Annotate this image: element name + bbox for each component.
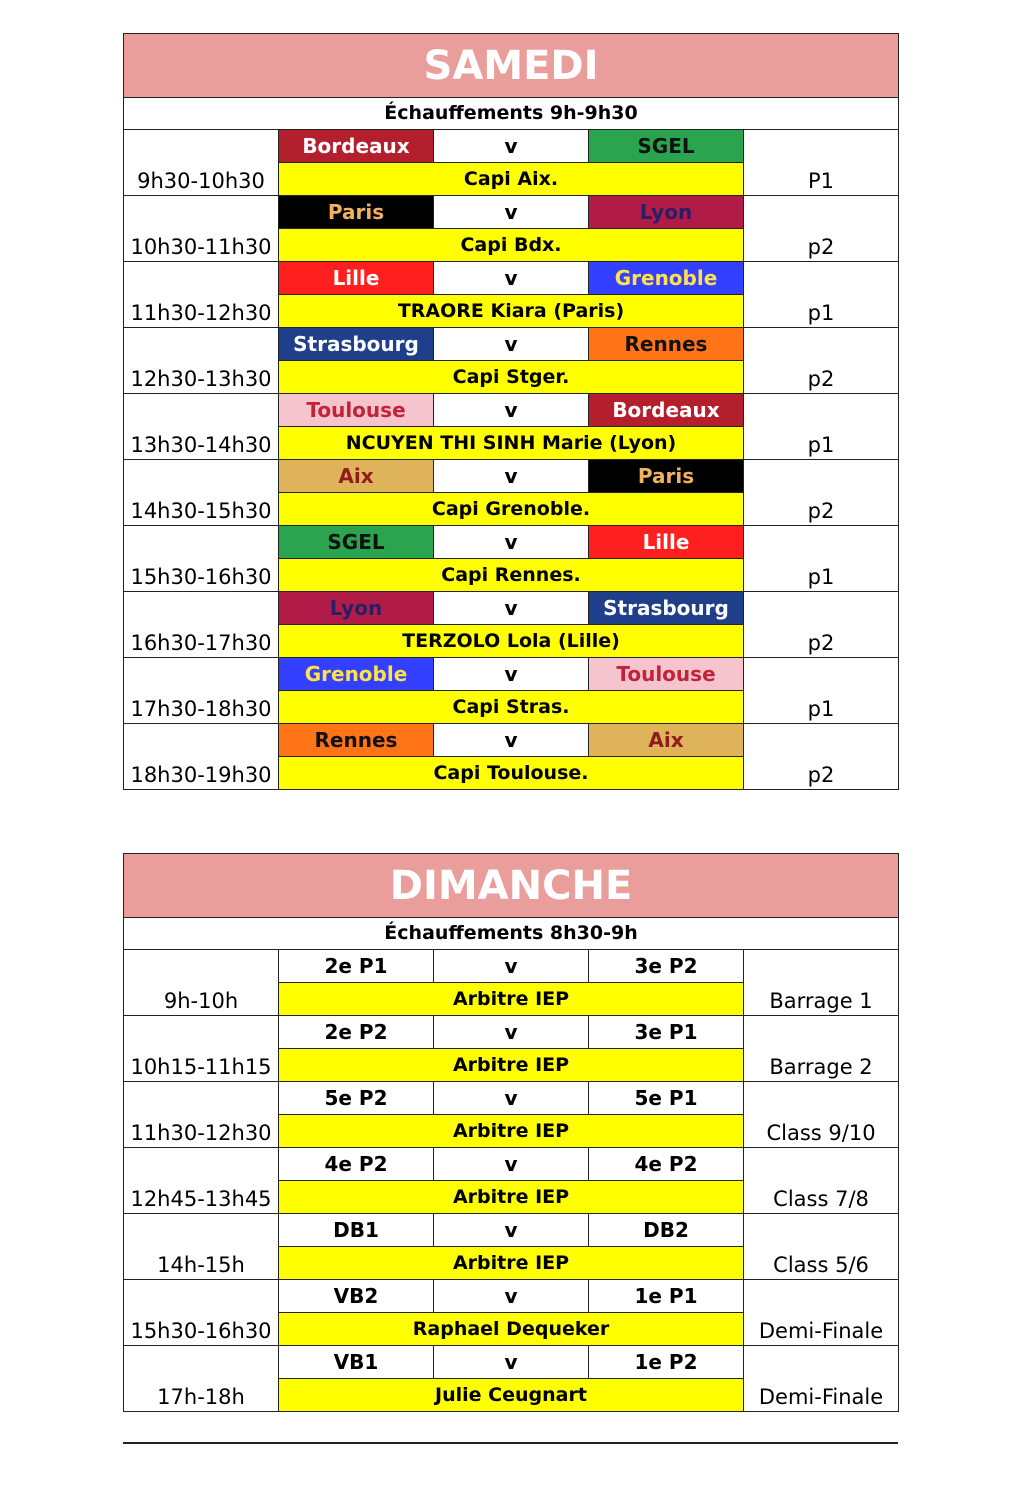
home-team: Grenoble xyxy=(279,658,434,691)
pool-label: p2 xyxy=(744,592,899,658)
pool-label: p2 xyxy=(744,460,899,526)
away-team: Lille xyxy=(589,526,744,559)
pool-label: Class 7/8 xyxy=(744,1148,899,1214)
sunday-title: DIMANCHE xyxy=(124,854,899,918)
saturday-title: SAMEDI xyxy=(124,34,899,98)
match-time: 18h30-19h30 xyxy=(124,724,279,790)
versus-label: v xyxy=(434,394,589,427)
away-team: Rennes xyxy=(589,328,744,361)
match-time: 9h30-10h30 xyxy=(124,130,279,196)
pool-label: Class 9/10 xyxy=(744,1082,899,1148)
match-time: 9h-10h xyxy=(124,950,279,1016)
home-team: Toulouse xyxy=(279,394,434,427)
referee-label: Arbitre IEP xyxy=(279,1181,744,1214)
away-team: Lyon xyxy=(589,196,744,229)
away-team: 1e P2 xyxy=(589,1346,744,1379)
match-time: 14h-15h xyxy=(124,1214,279,1280)
match-row xyxy=(124,1214,899,1247)
away-team: Bordeaux xyxy=(589,394,744,427)
referee-label: Capi Toulouse. xyxy=(279,757,744,790)
versus-label: v xyxy=(434,1082,589,1115)
home-team: DB1 xyxy=(279,1214,434,1247)
versus-label: v xyxy=(434,328,589,361)
versus-label: v xyxy=(434,1346,589,1379)
sunday-warmup: Échauffements 8h30-9h xyxy=(124,918,899,950)
referee-label: Capi Aix. xyxy=(279,163,744,196)
home-team: Lyon xyxy=(279,592,434,625)
home-team: SGEL xyxy=(279,526,434,559)
match-row xyxy=(124,1016,899,1049)
match-row xyxy=(124,1082,899,1115)
away-team: 1e P1 xyxy=(589,1280,744,1313)
referee-label: Capi Stger. xyxy=(279,361,744,394)
pool-label: Barrage 1 xyxy=(744,950,899,1016)
versus-label: v xyxy=(434,130,589,163)
home-team: VB2 xyxy=(279,1280,434,1313)
match-time: 11h30-12h30 xyxy=(124,1082,279,1148)
referee-label: Arbitre IEP xyxy=(279,1247,744,1280)
match-time: 10h15-11h15 xyxy=(124,1016,279,1082)
match-time: 10h30-11h30 xyxy=(124,196,279,262)
match-time: 11h30-12h30 xyxy=(124,262,279,328)
match-row xyxy=(124,724,899,757)
versus-label: v xyxy=(434,1016,589,1049)
match-row xyxy=(124,526,899,559)
referee-label: Julie Ceugnart xyxy=(279,1379,744,1412)
match-time: 12h45-13h45 xyxy=(124,1148,279,1214)
versus-label: v xyxy=(434,592,589,625)
match-row xyxy=(124,1280,899,1313)
referee-label: Capi Stras. xyxy=(279,691,744,724)
versus-label: v xyxy=(434,460,589,493)
match-row xyxy=(124,196,899,229)
bottom-divider xyxy=(123,1442,898,1444)
referee-label: Arbitre IEP xyxy=(279,1115,744,1148)
referee-label: Capi Bdx. xyxy=(279,229,744,262)
match-time: 17h-18h xyxy=(124,1346,279,1412)
away-team: 5e P1 xyxy=(589,1082,744,1115)
versus-label: v xyxy=(434,658,589,691)
referee-label: TERZOLO Lola (Lille) xyxy=(279,625,744,658)
match-row xyxy=(124,328,899,361)
saturday-schedule-table xyxy=(123,33,899,790)
pool-label: p1 xyxy=(744,526,899,592)
away-team: Paris xyxy=(589,460,744,493)
versus-label: v xyxy=(434,950,589,983)
away-team: Toulouse xyxy=(589,658,744,691)
match-row xyxy=(124,460,899,493)
match-time: 12h30-13h30 xyxy=(124,328,279,394)
pool-label: Barrage 2 xyxy=(744,1016,899,1082)
referee-label: NCUYEN THI SINH Marie (Lyon) xyxy=(279,427,744,460)
home-team: Bordeaux xyxy=(279,130,434,163)
match-time: 16h30-17h30 xyxy=(124,592,279,658)
referee-label: TRAORE Kiara (Paris) xyxy=(279,295,744,328)
pool-label: Class 5/6 xyxy=(744,1214,899,1280)
away-team: Aix xyxy=(589,724,744,757)
home-team: 2e P1 xyxy=(279,950,434,983)
match-row xyxy=(124,1148,899,1181)
referee-label: Raphael Dequeker xyxy=(279,1313,744,1346)
versus-label: v xyxy=(434,262,589,295)
match-time: 17h30-18h30 xyxy=(124,658,279,724)
away-team: Strasbourg xyxy=(589,592,744,625)
away-team: SGEL xyxy=(589,130,744,163)
home-team: 5e P2 xyxy=(279,1082,434,1115)
away-team: 3e P1 xyxy=(589,1016,744,1049)
match-row xyxy=(124,262,899,295)
referee-label: Arbitre IEP xyxy=(279,1049,744,1082)
sunday-schedule-table xyxy=(123,853,899,1412)
pool-label: p1 xyxy=(744,262,899,328)
away-team: 3e P2 xyxy=(589,950,744,983)
home-team: Lille xyxy=(279,262,434,295)
home-team: VB1 xyxy=(279,1346,434,1379)
pool-label: p2 xyxy=(744,328,899,394)
home-team: Strasbourg xyxy=(279,328,434,361)
match-row xyxy=(124,394,899,427)
match-row xyxy=(124,592,899,625)
match-row xyxy=(124,130,899,163)
away-team: DB2 xyxy=(589,1214,744,1247)
versus-label: v xyxy=(434,1280,589,1313)
home-team: Paris xyxy=(279,196,434,229)
match-row xyxy=(124,1346,899,1379)
referee-label: Arbitre IEP xyxy=(279,983,744,1016)
match-time: 15h30-16h30 xyxy=(124,526,279,592)
pool-label: Demi-Finale xyxy=(744,1346,899,1412)
match-time: 14h30-15h30 xyxy=(124,460,279,526)
home-team: Aix xyxy=(279,460,434,493)
versus-label: v xyxy=(434,1148,589,1181)
away-team: 4e P2 xyxy=(589,1148,744,1181)
pool-label: Demi-Finale xyxy=(744,1280,899,1346)
referee-label: Capi Rennes. xyxy=(279,559,744,592)
versus-label: v xyxy=(434,526,589,559)
home-team: 2e P2 xyxy=(279,1016,434,1049)
versus-label: v xyxy=(434,1214,589,1247)
pool-label: p1 xyxy=(744,658,899,724)
saturday-warmup: Échauffements 9h-9h30 xyxy=(124,98,899,130)
versus-label: v xyxy=(434,724,589,757)
match-time: 13h30-14h30 xyxy=(124,394,279,460)
match-time: 15h30-16h30 xyxy=(124,1280,279,1346)
versus-label: v xyxy=(434,196,589,229)
referee-label: Capi Grenoble. xyxy=(279,493,744,526)
match-row xyxy=(124,950,899,983)
home-team: 4e P2 xyxy=(279,1148,434,1181)
match-row xyxy=(124,658,899,691)
home-team: Rennes xyxy=(279,724,434,757)
pool-label: p2 xyxy=(744,724,899,790)
pool-label: P1 xyxy=(744,130,899,196)
away-team: Grenoble xyxy=(589,262,744,295)
pool-label: p2 xyxy=(744,196,899,262)
pool-label: p1 xyxy=(744,394,899,460)
